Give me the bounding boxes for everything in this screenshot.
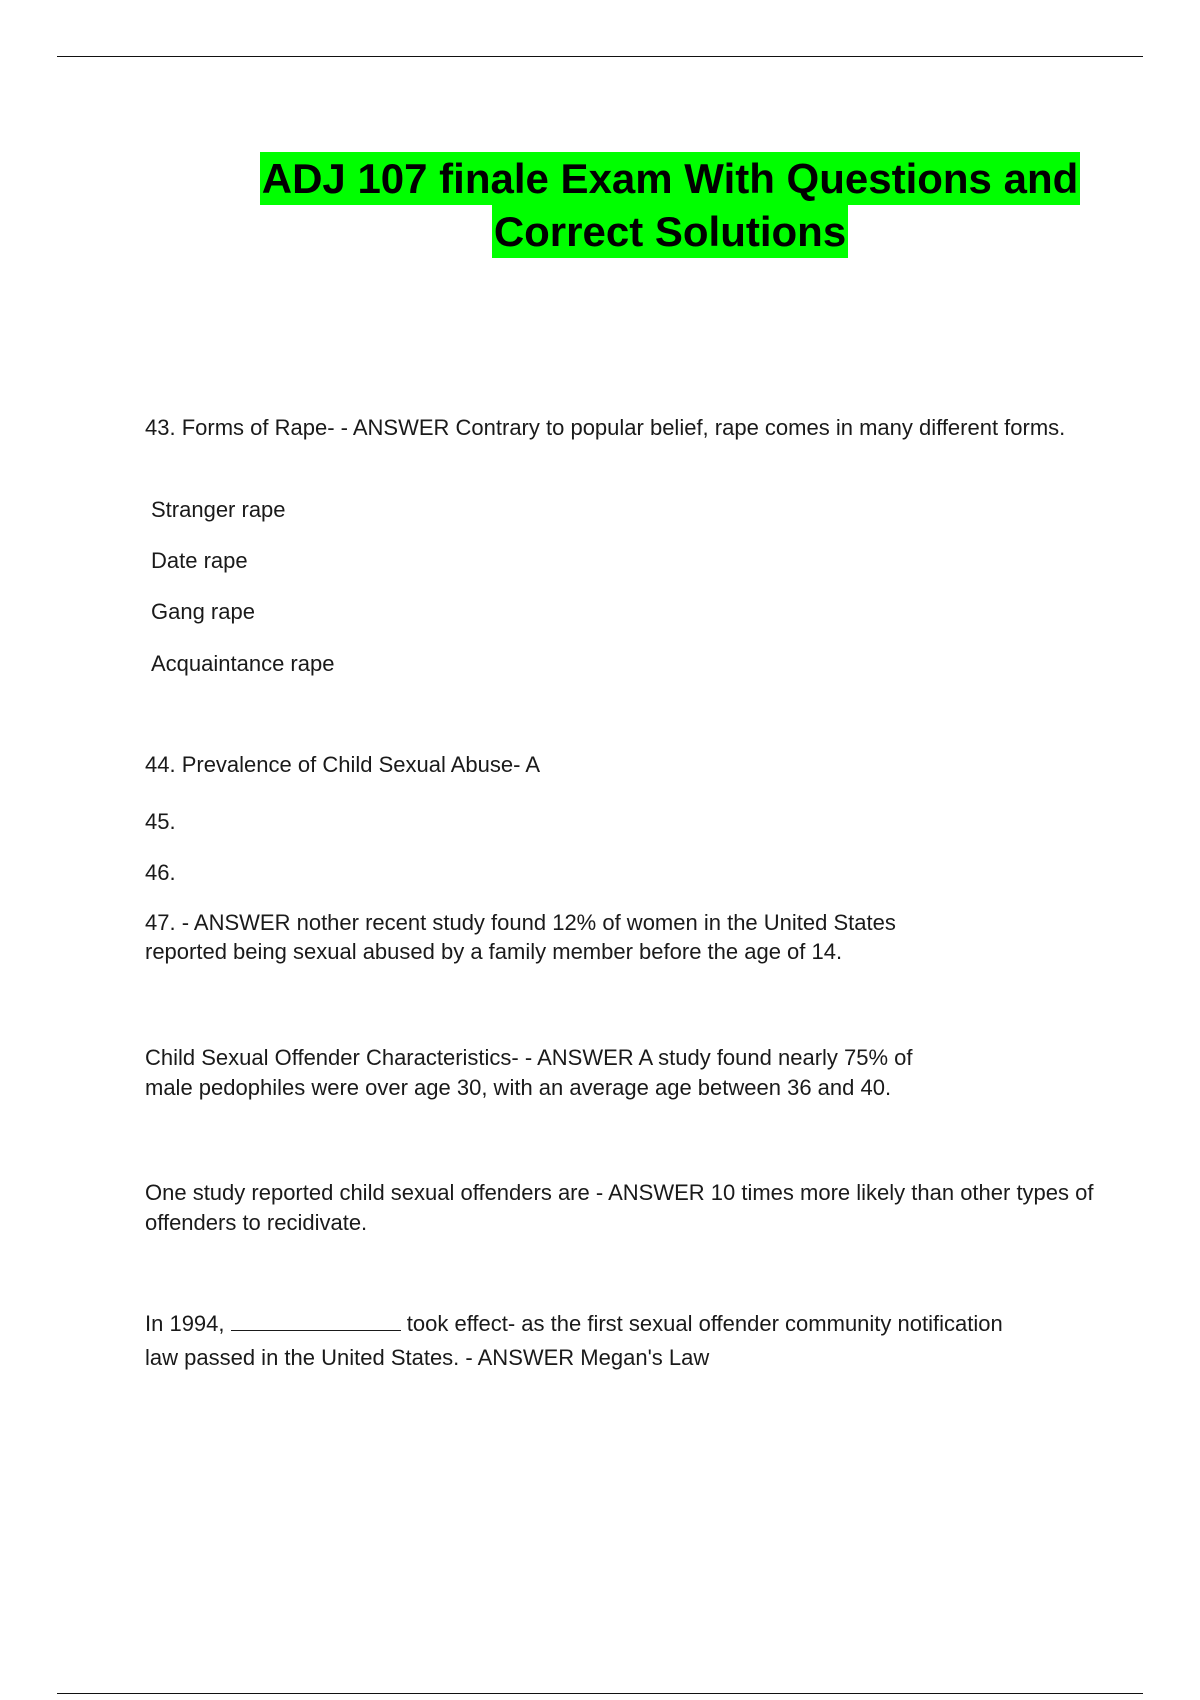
list-item-stranger-rape: Stranger rape (151, 497, 286, 522)
offender-characteristics-line-1: Child Sexual Offender Characteristics- - ANSWER A study found nearly 75% of (145, 1045, 913, 1070)
document-title (240, 152, 1100, 258)
title-line-1: ADJ 107 finale Exam With Questions and (260, 152, 1081, 205)
megans-law-line-1 (145, 1309, 1095, 1339)
question-47-line-2: reported being sexual abused by a family member before the age of 14. (145, 939, 843, 964)
megans-law-line-2: law passed in the United States. - ANSWER Megan's Law (145, 1345, 710, 1370)
megans-law-suffix: took effect- as the first sexual offender community notification (406, 1311, 1003, 1336)
list-item-acquaintance-rape: Acquaintance rape (151, 651, 335, 676)
title-line-2: Correct Solutions (492, 205, 848, 258)
question-43: 43. Forms of Rape- - ANSWER Contrary to popular belief, rape comes in many different forms. (145, 415, 1066, 440)
list-item-gang-rape: Gang rape (151, 599, 255, 624)
footer-rule (57, 1693, 1143, 1694)
recidivism-question: One study reported child sexual offenders are - ANSWER 10 times more likely than other types of offenders to recidivate. (145, 1180, 1094, 1235)
header-rule (57, 56, 1143, 57)
offender-characteristics-line-2: male pedophiles were over age 30, with an average age between 36 and 40. (145, 1075, 892, 1100)
question-45: 45. (145, 809, 176, 834)
fill-in-blank (231, 1310, 401, 1331)
question-44: 44. Prevalence of Child Sexual Abuse- A (145, 752, 541, 777)
list-item-date-rape: Date rape (151, 548, 248, 573)
question-47-line-1: 47. - ANSWER nother recent study found 12% of women in the United States (145, 910, 896, 935)
megans-law-prefix: In 1994, (145, 1311, 225, 1336)
question-46: 46. (145, 860, 176, 885)
